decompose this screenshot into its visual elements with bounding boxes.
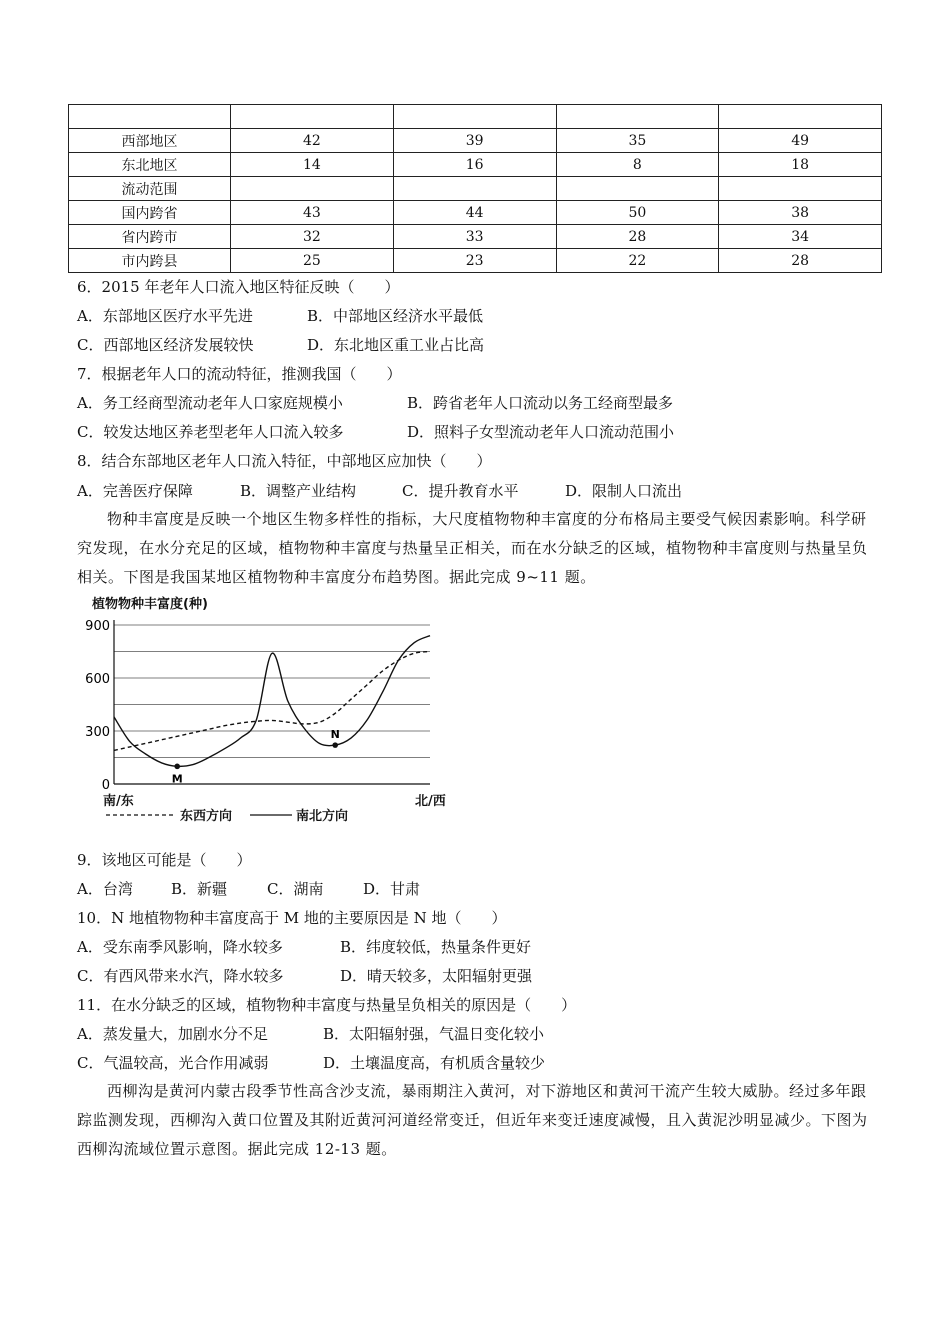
y-tick-label: 600 xyxy=(85,672,110,687)
q9-option-d[interactable]: D．甘肃 xyxy=(363,880,421,898)
table-row xyxy=(69,225,882,249)
q7-option-a[interactable]: A．务工经商型流动老年人口家庭规模小 xyxy=(77,394,343,412)
value-cell: 50 xyxy=(556,201,719,225)
q8-option-d[interactable]: D．限制人口流出 xyxy=(565,482,683,500)
value-cell: 28 xyxy=(719,249,882,273)
q7-option-c[interactable]: C．较发达地区养老型老年人口流入较多 xyxy=(77,423,344,441)
value-cell xyxy=(393,105,556,129)
q8-option-b[interactable]: B．调整产业结构 xyxy=(240,482,357,500)
y-tick-label: 900 xyxy=(85,619,110,634)
y-tick-label: 300 xyxy=(85,725,110,740)
q11-stem: 11．在水分缺乏的区域，植物物种丰富度与热量呈负相关的原因是（ ） xyxy=(77,996,577,1014)
value-cell xyxy=(719,105,882,129)
y-tick-label: 0 xyxy=(101,778,110,793)
value-cell: 35 xyxy=(556,129,719,153)
q7-stem: 7．根据老年人口的流动特征，推测我国（ ） xyxy=(77,365,402,383)
q9-option-b[interactable]: B．新疆 xyxy=(171,880,228,898)
value-cell: 28 xyxy=(556,225,719,249)
q10-stem: 10．N 地植物物种丰富度高于 M 地的主要原因是 N 地（ ） xyxy=(77,909,507,927)
value-cell: 8 xyxy=(556,153,719,177)
q6-option-a[interactable]: A．东部地区医疗水平先进 xyxy=(77,307,253,325)
legend-east-west: 东西方向 xyxy=(180,809,233,824)
q6-stem: 6．2015 年老年人口流入地区特征反映（ ） xyxy=(77,278,400,296)
q10-option-a[interactable]: A．受东南季风影响，降水较多 xyxy=(77,938,283,956)
value-cell: 18 xyxy=(719,153,882,177)
value-cell: 34 xyxy=(719,225,882,249)
value-cell: 49 xyxy=(719,129,882,153)
table-row xyxy=(69,153,882,177)
value-cell: 16 xyxy=(393,153,556,177)
value-cell: 32 xyxy=(231,225,394,249)
table-row xyxy=(69,177,882,201)
species-richness-chart xyxy=(70,590,470,835)
point-n-marker xyxy=(332,742,338,748)
q11-option-b[interactable]: B．太阳辐射强，气温日变化较小 xyxy=(323,1025,545,1043)
value-cell: 43 xyxy=(231,201,394,225)
legend-north-south: 南北方向 xyxy=(296,809,349,824)
value-cell xyxy=(556,177,719,201)
q9-stem: 9．该地区可能是（ ） xyxy=(77,851,252,869)
value-cell: 33 xyxy=(393,225,556,249)
q6-option-d[interactable]: D．东北地区重工业占比高 xyxy=(307,336,485,354)
q11-option-d[interactable]: D．土壤温度高，有机质含量较少 xyxy=(323,1054,546,1072)
q8-stem: 8．结合东部地区老年人口流入特征，中部地区应加快（ ） xyxy=(77,452,492,470)
row-label-cell: 流动范围 xyxy=(69,177,231,201)
row-label-cell: 市内跨县 xyxy=(69,249,231,273)
row-label-cell: 西部地区 xyxy=(69,129,231,153)
row-label-cell xyxy=(69,105,231,129)
row-label-cell: 省内跨市 xyxy=(69,225,231,249)
value-cell: 39 xyxy=(393,129,556,153)
passage-species-richness: 物种丰富度是反映一个地区生物多样性的指标，大尺度植物物种丰富度的分布格局主要受气候因素影响。科学研究发现，在水分充足的区域，植物物种丰富度与热量呈正相关，而在水分缺乏的区域，植物物种丰富度则与热量呈负相关。下图是我国某地区植物物种丰富度分布趋势图。据此完成 9~11 题。 xyxy=(77,510,868,586)
series-east-west-line xyxy=(114,652,430,751)
value-cell xyxy=(231,177,394,201)
value-cell: 38 xyxy=(719,201,882,225)
table-row xyxy=(69,249,882,273)
q6-option-c[interactable]: C．西部地区经济发展较快 xyxy=(77,336,254,354)
value-cell: 22 xyxy=(556,249,719,273)
q8-option-a[interactable]: A．完善医疗保障 xyxy=(77,482,193,500)
value-cell: 42 xyxy=(231,129,394,153)
x-label-left: 南/东 xyxy=(103,794,134,809)
value-cell xyxy=(719,177,882,201)
table-row xyxy=(69,129,882,153)
q7-option-b[interactable]: B．跨省老年人口流动以务工经商型最多 xyxy=(407,394,674,412)
q10-option-b[interactable]: B．纬度较低，热量条件更好 xyxy=(340,938,532,956)
point-m-label: M xyxy=(171,772,183,786)
chart-title: 植物物种丰富度(种) xyxy=(92,597,208,612)
table-row xyxy=(69,201,882,225)
q10-option-d[interactable]: D．晴天较多，太阳辐射更强 xyxy=(340,967,533,985)
q9-option-a[interactable]: A．台湾 xyxy=(77,880,133,898)
table-row xyxy=(69,105,882,129)
point-n-label: N xyxy=(330,728,340,742)
value-cell: 44 xyxy=(393,201,556,225)
q11-option-c[interactable]: C．气温较高，光合作用减弱 xyxy=(77,1054,269,1072)
q9-option-c[interactable]: C．湖南 xyxy=(267,880,324,898)
passage-xiliugou: 西柳沟是黄河内蒙古段季节性高含沙支流，暴雨期注入黄河，对下游地区和黄河干流产生较大威胁。经过多年跟踪监测发现，西柳沟入黄口位置及其附近黄河河道经常变迁，但近年来变迁速度减慢，且入黄泥沙明显减少。下图为西柳沟流域位置示意图。据此完成 12-13 题。 xyxy=(77,1082,868,1158)
data-table xyxy=(68,104,882,273)
series-north-south-line xyxy=(114,636,430,767)
q7-option-d[interactable]: D．照料子女型流动老年人口流动范围小 xyxy=(407,423,675,441)
value-cell: 23 xyxy=(393,249,556,273)
value-cell xyxy=(393,177,556,201)
q6-option-b[interactable]: B．中部地区经济水平最低 xyxy=(307,307,484,325)
x-label-right: 北/西 xyxy=(415,794,446,809)
value-cell xyxy=(556,105,719,129)
row-label-cell: 国内跨省 xyxy=(69,201,231,225)
row-label-cell: 东北地区 xyxy=(69,153,231,177)
q8-option-c[interactable]: C．提升教育水平 xyxy=(402,482,519,500)
value-cell: 25 xyxy=(231,249,394,273)
q10-option-c[interactable]: C．有西风带来水汽，降水较多 xyxy=(77,967,284,985)
q11-option-a[interactable]: A．蒸发量大，加剧水分不足 xyxy=(77,1025,268,1043)
value-cell xyxy=(231,105,394,129)
point-m-marker xyxy=(174,764,180,770)
value-cell: 14 xyxy=(231,153,394,177)
